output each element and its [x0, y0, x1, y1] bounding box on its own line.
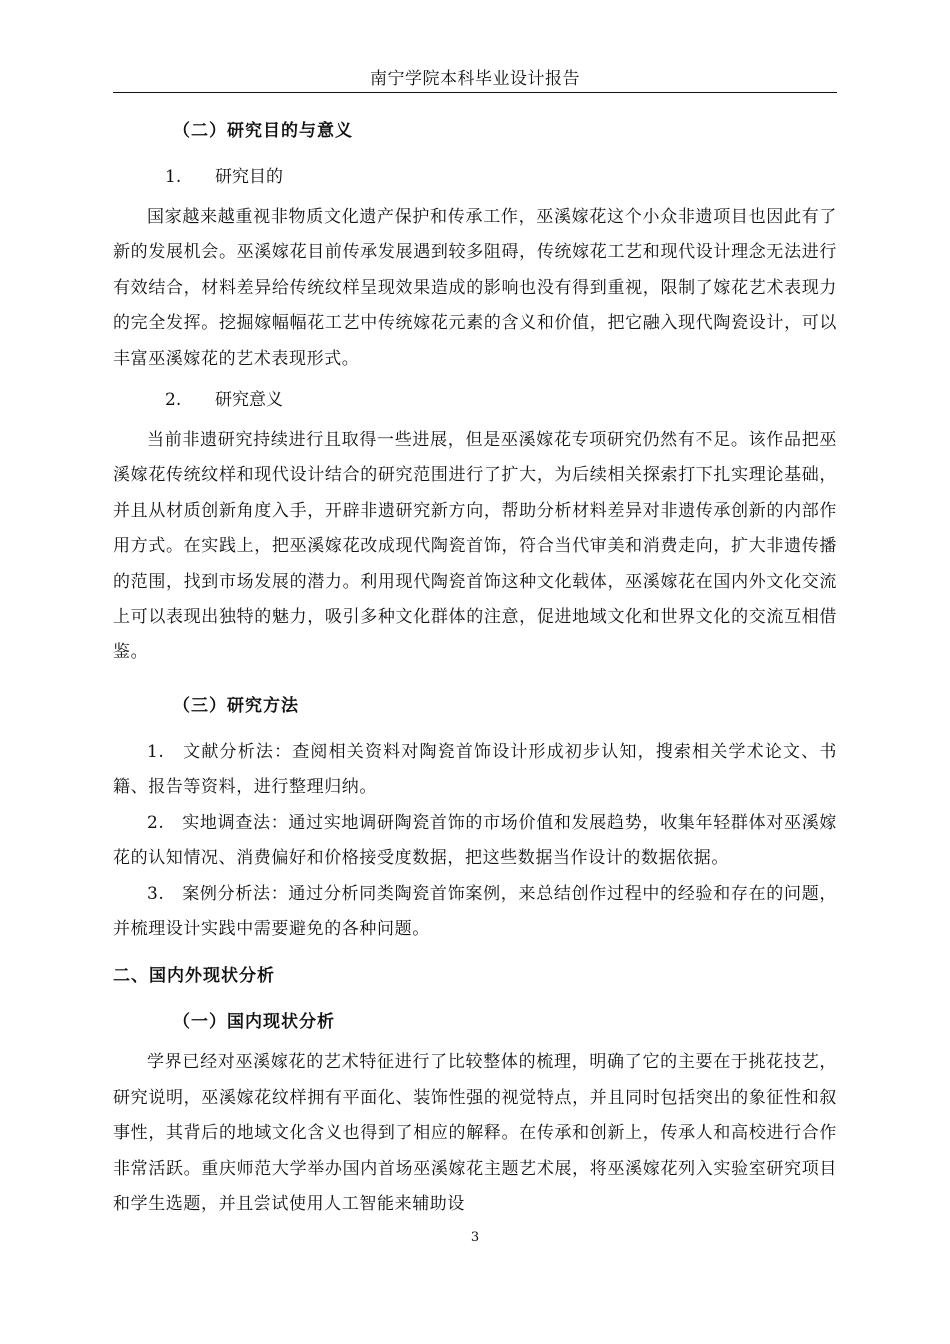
method-item-field-survey: 2. 实地调查法：通过实地调研陶瓷首饰的市场价值和发展趋势，收集年轻群体对巫溪嫁花的认知情况、消费偏好和价格接受度数据，把这些数据当作设计的数据依据。	[113, 812, 837, 869]
header-rule	[113, 92, 837, 93]
subheading-number: 1.	[165, 167, 182, 187]
paragraph-research-significance: 当前非遗研究持续进行且取得一些进展，但是巫溪嫁花专项研究仍然有不足。该作品把巫溪嫁花传统纹样和现代设计结合的研究范围进行了扩大，为后续相关探索打下扎实理论基础，并且从材质创新角度入手，开辟非遗研究新方向，帮助分析材料差异对非遗传承创新的内部作用方式。在实践上，把巫溪嫁花改成现代陶瓷首饰，符合当代审美和消费走向，扩大非遗传播的范围，找到市场发展的潜力。利用现代陶瓷首饰这种文化载体，巫溪嫁花在国内外文化交流上可以表现出独特的魅力，吸引多种文化群体的注意，促进地域文化和世界文化的交流互相借鉴。	[113, 430, 837, 663]
section-heading-domestic-status: （一）国内现状分析	[173, 1012, 335, 1033]
page-header: 南宁学院本科毕业设计报告	[370, 69, 580, 89]
subheading-label: 研究目的	[215, 167, 283, 187]
paragraph-domestic-status: 学界已经对巫溪嫁花的艺术特征进行了比较整体的梳理，明确了它的主要在于挑花技艺，研究说明，巫溪嫁花纹样拥有平面化、装饰性强的视觉特点，并且同时包括突出的象征性和叙事性，其背后的地域文化含义也得到了相应的解释。在传承和创新上，传承人和高校进行合作非常活跃。重庆师范大学举办国内首场巫溪嫁花主题艺术展，将巫溪嫁花列入实验室研究项目和学生选题，并且尝试使用人工智能来辅助设	[113, 1052, 837, 1214]
subheading-research-significance	[113, 377, 837, 423]
page-number: 3	[470, 1230, 480, 1245]
body-text	[113, 108, 837, 1222]
section-heading-research-methods: （三）研究方法	[173, 695, 299, 716]
subheading-label: 研究意义	[215, 390, 283, 411]
method-item-case-analysis: 3. 案例分析法：通过分析同类陶瓷首饰案例，来总结创作过程中的经验和存在的问题，并梳理设计实践中需要避免的各种问题。	[113, 883, 837, 939]
paragraph-research-goal: 国家越来越重视非物质文化遗产保护和传承工作，巫溪嫁花这个小众非遗项目也因此有了新的发展机会。巫溪嫁花目前传承发展遇到较多阻碍，传统嫁花工艺和现代设计理念无法进行有效结合，材料差异给传统纹样呈现效果造成的影响也没有得到重视，限制了嫁花艺术表现力的完全发挥。挖掘嫁幅幅花工艺中传统嫁花元素的含义和价值，把它融入现代陶瓷设计，可以丰富巫溪嫁花的艺术表现形式。	[113, 207, 837, 369]
subheading-research-goal	[113, 154, 837, 200]
section-heading-research-purpose: （二）研究目的与意义	[173, 121, 353, 141]
subheading-number: 2.	[165, 390, 182, 411]
method-item-literature: 1. 文献分析法：查阅相关资料对陶瓷首饰设计形成初步认知，搜索相关学术论文、书籍、报告等资料，进行整理归纳。	[113, 741, 837, 798]
chapter-heading-status-analysis: 二、国内外现状分析	[113, 966, 275, 987]
